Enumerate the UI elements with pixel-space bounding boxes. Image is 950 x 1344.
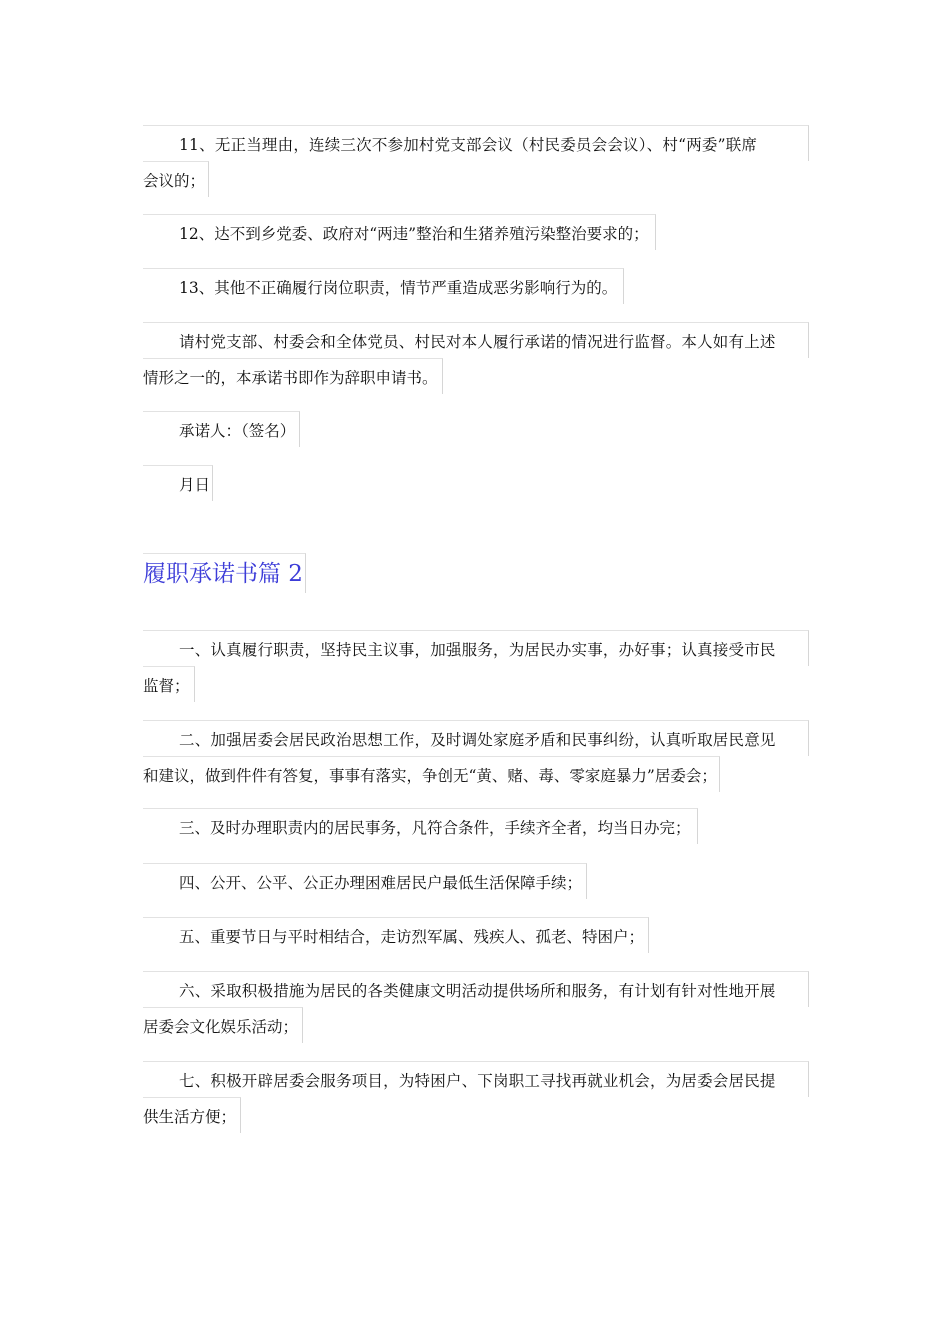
item-1 xyxy=(143,630,809,702)
clause-12 xyxy=(143,214,809,250)
item-2-line-2: 和建议，做到件件有答复，事事有落实，争创无“黄、赌、毒、零家庭暴力”居委会； xyxy=(143,756,720,792)
clause-12-line-1: 12、达不到乡党委、政府对“两违”整治和生猪养殖污染整治要求的； xyxy=(143,214,656,250)
item-2-line-1: 二、加强居委会居民政治思想工作，及时调处家庭矛盾和民事纠纷，认真听取居民意见 xyxy=(143,720,809,756)
supervision-paragraph xyxy=(143,322,809,394)
item-1-line-1: 一、认真履行职责，坚持民主议事，加强服务，为居民办实事，办好事；认真接受市民 xyxy=(143,630,809,666)
signature-line xyxy=(143,411,809,447)
supervision-line-2: 情形之一的，本承诺书即作为辞职申请书。 xyxy=(143,358,443,394)
date-label: 月日 xyxy=(143,465,213,501)
supervision-line-1: 请村党支部、村委会和全体党员、村民对本人履行承诺的情况进行监督。本人如有上述 xyxy=(143,322,809,358)
item-4-line-1: 四、公开、公平、公正办理困难居民户最低生活保障手续； xyxy=(143,863,587,899)
item-7-line-2: 供生活方便； xyxy=(143,1097,241,1133)
item-1-line-2: 监督； xyxy=(143,666,195,702)
clause-11-line-2: 会议的； xyxy=(143,161,209,197)
item-7 xyxy=(143,1061,809,1133)
clause-11-line-1: 11、无正当理由，连续三次不参加村党支部会议（村民委员会会议）、村“两委”联席 xyxy=(143,125,809,161)
item-5 xyxy=(143,917,809,953)
item-3 xyxy=(143,808,809,844)
item-6 xyxy=(143,971,809,1043)
clause-13-line-1: 13、其他不正确履行岗位职责，情节严重造成恶劣影响行为的。 xyxy=(143,268,624,304)
item-2 xyxy=(143,720,809,792)
signature-label: 承诺人：（签名） xyxy=(143,411,300,447)
item-7-line-1: 七、积极开辟居委会服务项目，为特困户、下岗职工寻找再就业机会，为居委会居民提 xyxy=(143,1061,809,1097)
clause-13 xyxy=(143,268,809,304)
item-6-line-2: 居委会文化娱乐活动； xyxy=(143,1007,303,1043)
clause-11 xyxy=(143,125,809,197)
item-6-line-1: 六、采取积极措施为居民的各类健康文明活动提供场所和服务，有计划有针对性地开展 xyxy=(143,971,809,1007)
item-4 xyxy=(143,863,809,899)
item-5-line-1: 五、重要节日与平时相结合，走访烈军属、残疾人、孤老、特困户； xyxy=(143,917,649,953)
item-3-line-1: 三、及时办理职责内的居民事务，凡符合条件，手续齐全者，均当日办完； xyxy=(143,808,698,844)
section-heading: 履职承诺书篇 2 xyxy=(143,553,306,593)
date-line xyxy=(143,465,809,501)
